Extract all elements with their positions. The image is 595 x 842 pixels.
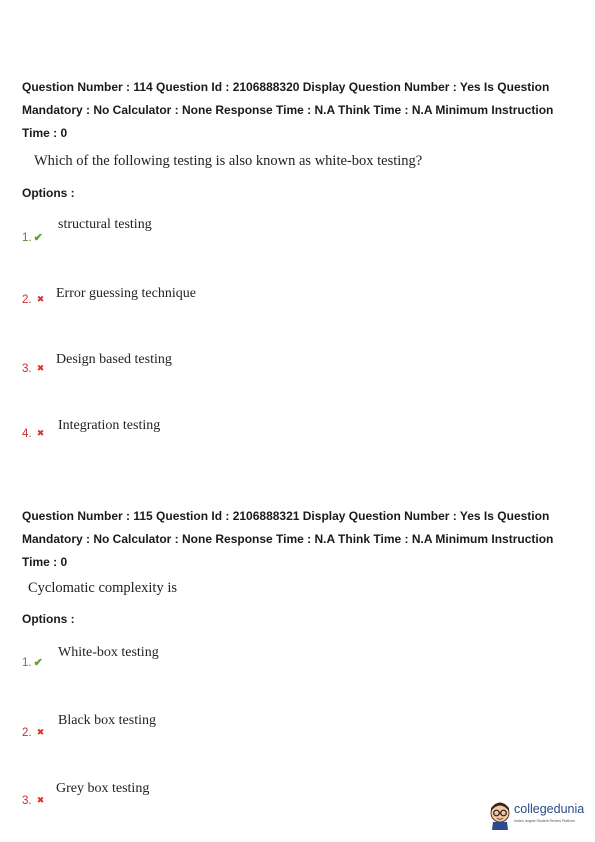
option-text: Error guessing technique	[56, 286, 196, 301]
option-number: 4. ✖	[22, 428, 45, 440]
question-115-text: Cyclomatic complexity is	[28, 580, 178, 596]
check-icon: ✔	[33, 232, 43, 244]
meta-line: Time : 0	[22, 555, 68, 569]
option-text: Black box testing	[58, 713, 156, 728]
option-number: 3. ✖	[22, 795, 45, 807]
logo-wordmark: collegedunia	[514, 802, 585, 816]
option-text: White-box testing	[58, 645, 159, 660]
cross-icon: ✖	[36, 727, 45, 737]
option-number: 3. ✖	[22, 363, 45, 375]
option-text: Integration testing	[58, 418, 161, 433]
meta-line: Mandatory : No Calculator : None Response Time : N.A Think Time : N.A Minimum Instruction	[22, 103, 554, 117]
cross-icon: ✖	[36, 363, 45, 373]
cross-icon: ✖	[36, 795, 45, 805]
option-text: structural testing	[58, 217, 152, 232]
cross-icon: ✖	[36, 294, 45, 304]
logo-tagline: India's largest Student Review Platform	[514, 819, 575, 823]
option-number: 1. ✔	[22, 232, 43, 244]
mascot-icon	[488, 800, 512, 830]
meta-line: Question Number : 115 Question Id : 2106888321 Display Question Number : Yes Is Question	[22, 509, 550, 523]
check-icon: ✔	[33, 657, 43, 669]
question-114-metadata	[22, 76, 582, 145]
option-text: Grey box testing	[56, 781, 150, 796]
cross-icon: ✖	[36, 428, 45, 438]
meta-line: Time : 0	[22, 126, 68, 140]
meta-line: Question Number : 114 Question Id : 2106888320 Display Question Number : Yes Is Question	[22, 80, 550, 94]
option-number: 1. ✔	[22, 657, 43, 669]
options-label: Options :	[22, 612, 75, 626]
question-115-metadata	[22, 505, 582, 574]
option-number: 2. ✖	[22, 727, 45, 739]
meta-line: Mandatory : No Calculator : None Response Time : N.A Think Time : N.A Minimum Instruction	[22, 532, 554, 546]
option-number: 2. ✖	[22, 294, 45, 306]
option-text: Design based testing	[56, 352, 172, 367]
collegedunia-logo	[488, 800, 588, 830]
options-label: Options :	[22, 186, 75, 200]
question-114-text: Which of the following testing is also known as white-box testing?	[34, 153, 423, 169]
